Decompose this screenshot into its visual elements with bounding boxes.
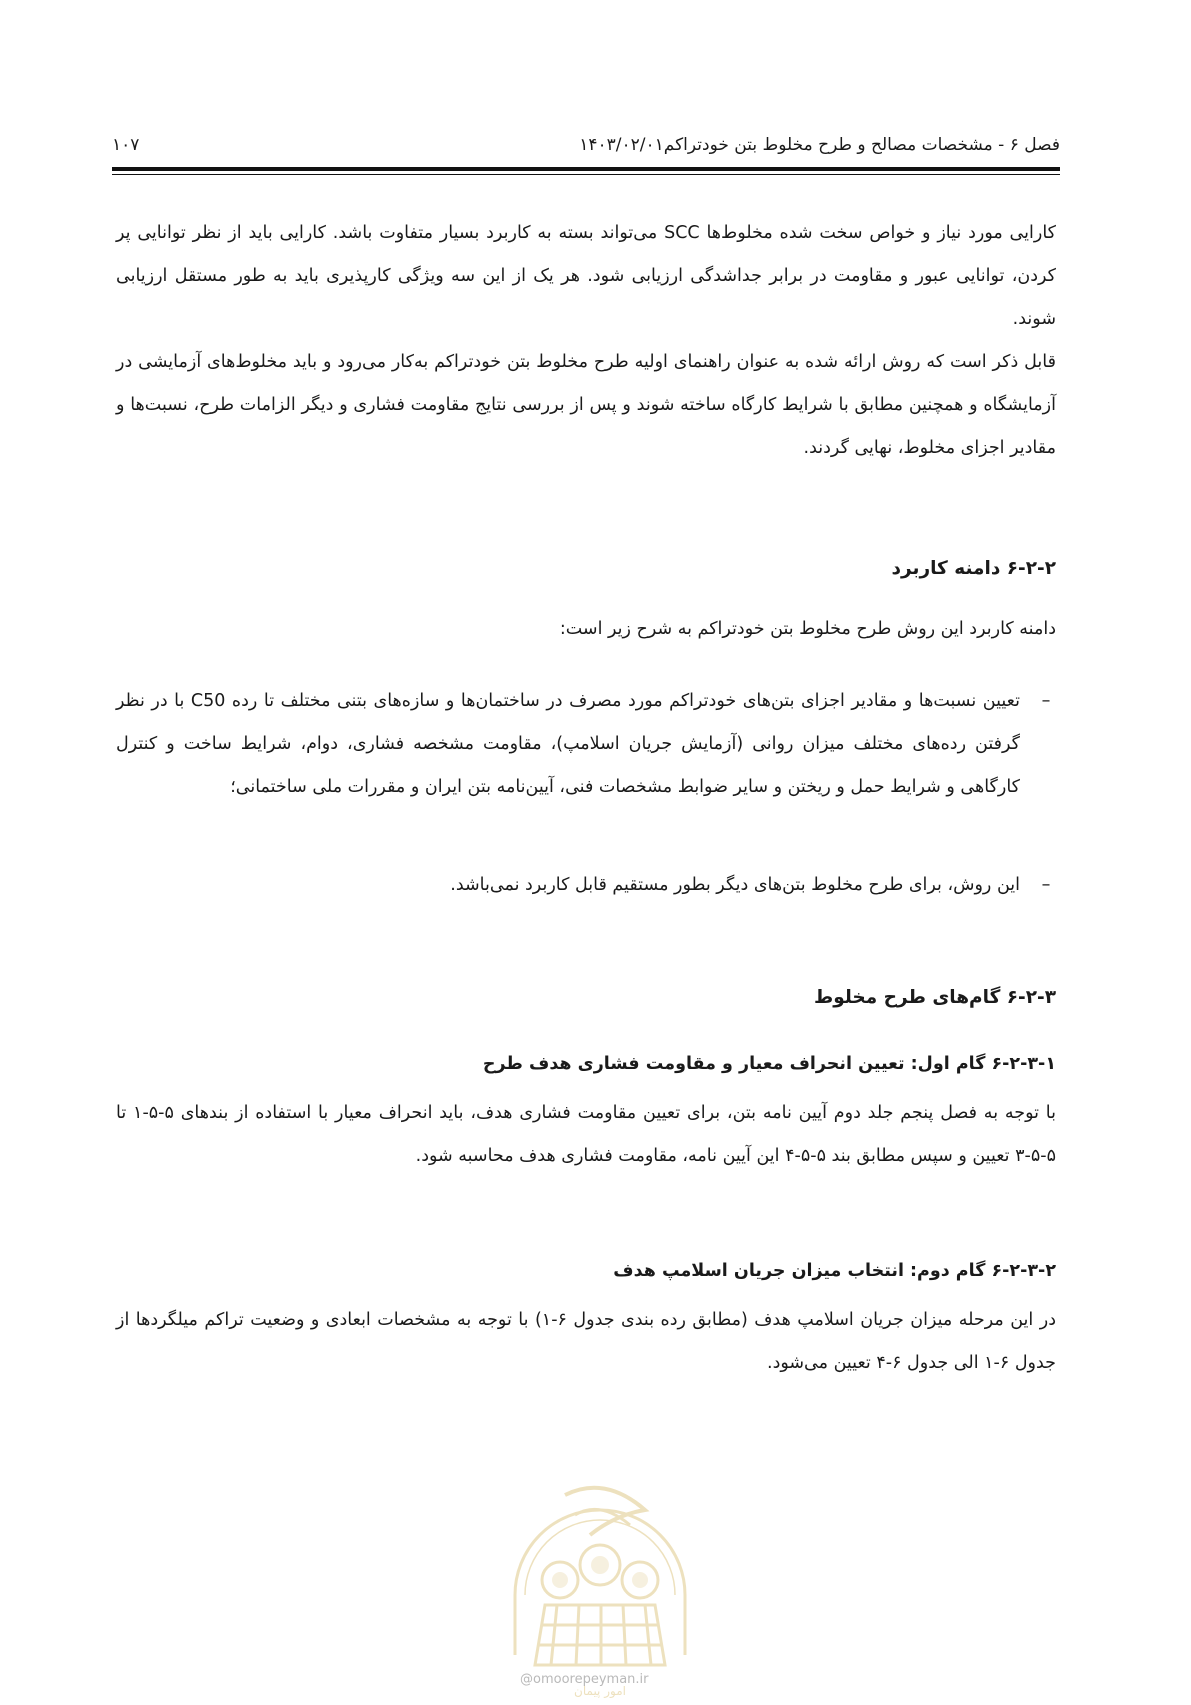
watermark-logo — [505, 1455, 695, 1705]
paragraph-step2 — [116, 1299, 1056, 1385]
page-number: ۱۰۷ — [112, 135, 140, 155]
paragraph-workability — [116, 212, 1056, 341]
list-item — [116, 864, 1051, 907]
paragraph-text: با توجه به فصل پنجم جلد دوم آیین نامه بتن، برای تعیین مقاومت فشاری هدف، باید انحراف معیار با استفاده از بندهای ۵-۵-۱ تا ۵-۵-۳ تعیین و سپس مطابق بند ۵-۵-۴ این آیین نامه، مقاومت فشاری هدف محاسبه شود. — [116, 1103, 1057, 1166]
header-rule-thin — [112, 174, 1060, 175]
scope-intro — [116, 608, 1056, 651]
subsection-heading-step2: ۶-۲-۳-۲ گام دوم: انتخاب میزان جریان اسلامپ هدف — [613, 1261, 1056, 1281]
paragraph-trial-mixes — [116, 341, 1056, 470]
running-header-title: فصل ۶ - مشخصات مصالح و طرح مخلوط بتن خودتراکم۱۴۰۳/۰۲/۰۱ — [579, 135, 1060, 155]
watermark-site: @omoorepeyman.ir — [520, 1672, 649, 1687]
bullet-marker: – — [1041, 875, 1051, 895]
paragraph-text: در این مرحله میزان جریان اسلامپ هدف (مطابق رده بندی جدول ۶-۱) با توجه به مشخصات ابعادی و وضعیت تراکم میلگردها از جدول ۶-۱ الی جدول ۶-۴ تعیین می‌شود. — [116, 1310, 1056, 1373]
bullet-marker: – — [1041, 691, 1051, 711]
list-item — [116, 680, 1051, 809]
paragraph-text: قابل ذکر است که روش ارائه شده به عنوان راهنمای اولیه طرح مخلوط بتن خودتراکم به‌کار می‌رود و باید مخلوط‌های آزمایشی در آزمایشگاه و همچنین مطابق با شرایط کارگاه ساخته شوند و پس از بررسی نتایج مقاومت فشاری و دیگر الزامات طرح، نسبت‌ها و مقادیر اجزای مخلوط، نهایی گردند. — [116, 352, 1056, 458]
paragraph-text: دامنه کاربرد این روش طرح مخلوط بتن خودتراکم به شرح زیر است: — [559, 619, 1056, 639]
section-heading-mix-steps: ۶-۲-۳ گام‌های طرح مخلوط — [814, 987, 1056, 1008]
section-heading-scope: ۶-۲-۲ دامنه کاربرد — [891, 558, 1056, 579]
paragraph-step1 — [116, 1092, 1056, 1178]
paragraph-text: کارایی مورد نیاز و خواص سخت شده مخلوط‌ها SCC می‌تواند بسته به کاربرد بسیار متفاوت باشد. کارایی باید از نظر توانایی پر کردن، توانایی عبور و مقاومت در برابر جداشدگی ارزیابی شود. هر یک از این سه ویژگی کارپذیری باید به طور مستقل ارزیابی شوند. — [116, 223, 1056, 329]
page-header — [112, 132, 1060, 158]
watermark-logo-text: امور پیمان — [574, 1684, 626, 1698]
header-rule-thick — [112, 167, 1060, 171]
list-item-text: این روش، برای طرح مخلوط بتن‌های دیگر بطور مستقیم قابل کاربرد نمی‌باشد. — [450, 875, 1020, 895]
list-item-text: تعیین نسبت‌ها و مقادیر اجزای بتن‌های خودتراکم مورد مصرف در ساختمان‌ها و سازه‌های بتنی مختلف تا رده C50 با در نظر گرفتن رده‌های مختلف میزان روانی (آزمایش جریان اسلامپ)، مقاومت مشخصه فشاری، دوام، شرایط ساخت و کنترل کارگاهی و شرایط حمل و ریختن و سایر ضوابط مشخصات فنی، آیین‌نامه بتن ایران و مقررات ملی ساختمانی؛ — [116, 691, 1020, 797]
subsection-heading-step1: ۶-۲-۳-۱ گام اول: تعیین انحراف معیار و مقاومت فشاری هدف طرح — [482, 1054, 1056, 1074]
